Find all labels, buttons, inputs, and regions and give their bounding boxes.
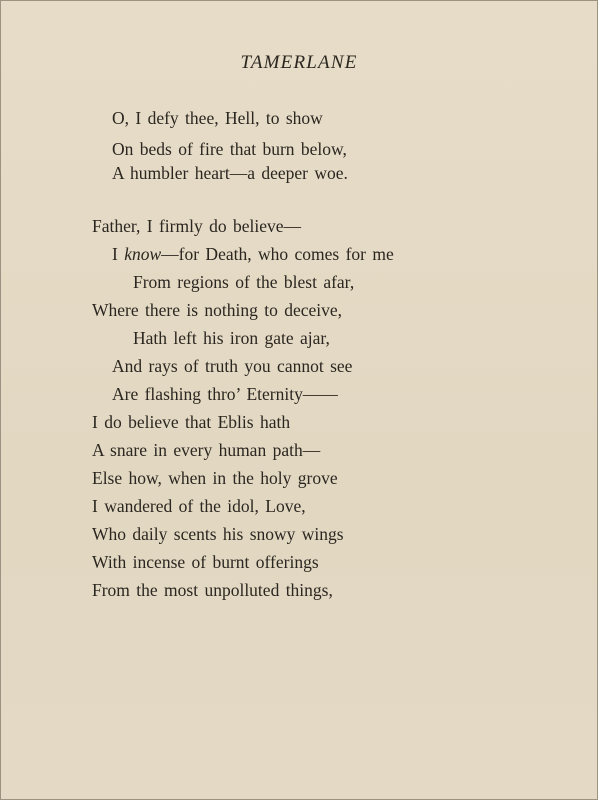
poem-line: Where there is nothing to deceive,	[92, 300, 343, 320]
poem-line: Else how, when in the holy grove	[92, 468, 338, 488]
poem-line: Hath left his iron gate ajar,	[133, 328, 330, 348]
poem-line: With incense of burnt offerings	[92, 552, 319, 572]
poem-line: Father, I firmly do believe—	[92, 216, 301, 236]
poem-line: A snare in every human path—	[92, 440, 321, 460]
emphasized-word: know	[124, 244, 162, 264]
poem-line: On beds of fire that burn below,	[112, 139, 347, 159]
poem-line: From the most unpolluted things,	[92, 580, 333, 600]
poem-line: From regions of the blest afar,	[133, 272, 355, 292]
poem-line: O, I defy thee, Hell, to show	[112, 108, 323, 128]
poem-line: I do believe that Eblis hath	[92, 412, 291, 432]
poem-line: I wandered of the idol, Love,	[92, 496, 306, 516]
poem-line: And rays of truth you cannot see	[112, 356, 353, 376]
poem-line: Who daily scents his snowy wings	[92, 524, 344, 544]
poem-line	[112, 244, 394, 264]
poem-line: A humbler heart—a deeper woe.	[112, 163, 348, 183]
running-title: TAMERLANE	[240, 52, 358, 73]
poem-line: Are flashing thro’ Eternity——	[112, 384, 338, 404]
line-prefix: I	[112, 244, 125, 264]
line-rest: —for Death, who comes for me	[161, 244, 394, 264]
